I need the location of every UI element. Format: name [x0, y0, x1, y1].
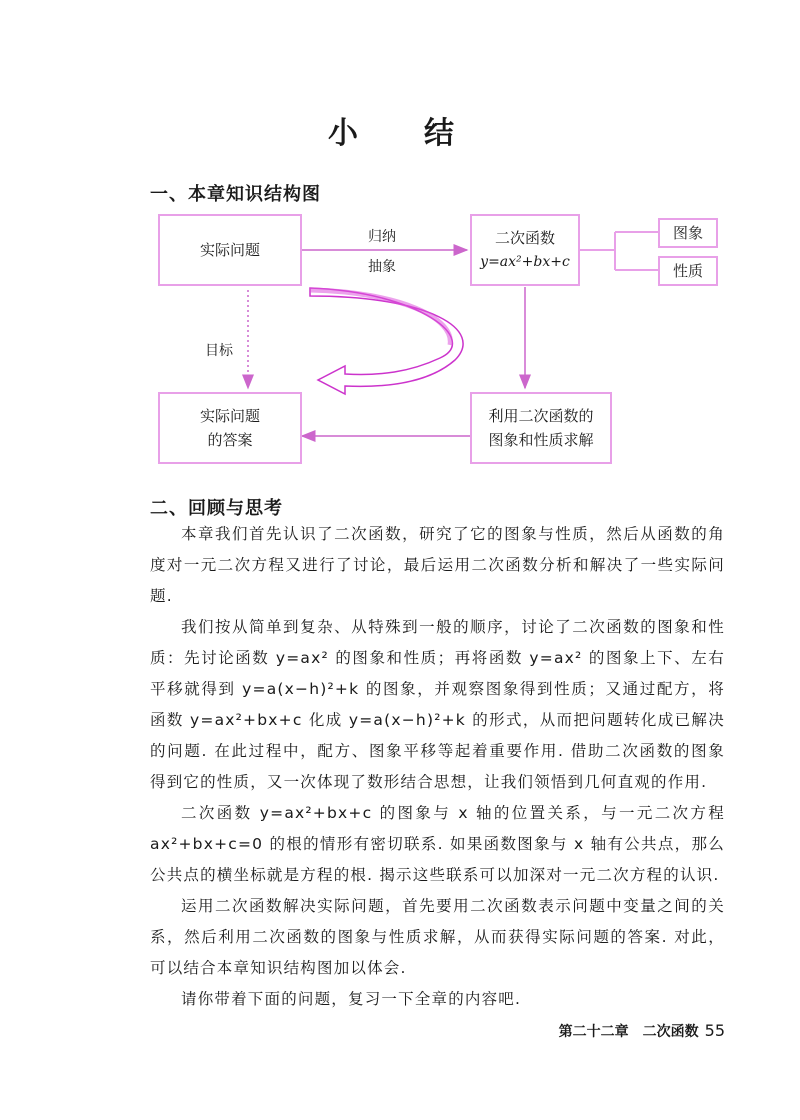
label-abstract: 抽象 [368, 259, 396, 275]
paragraph-2: 我们按从简单到复杂、从特殊到一般的顺序，讨论了二次函数的图象和性质：先讨论函数 y=ax² 的图象和性质；再将函数 y=ax² 的图象上下、左右平移就得到 y=a(x−h)²+k 的图象，并观察图象得到性质；又通过配方，将函数 y=ax²+bx+c 化成 y=a(x−h)²+k 的形式，从而把问题转化成已解决的问题. 在此过程中，配方、图象平移等起着重要作用. 借助二次函数的图象得到它的性质，又一次体现了数形结合思想，让我们领悟到几何直观的作用. [150, 618, 725, 791]
label-induce: 归纳 [368, 229, 396, 245]
footer-chapter: 第二十二章 二次函数 [558, 1024, 699, 1040]
box-problem-answer [158, 392, 302, 464]
page-number: 55 [704, 1021, 725, 1040]
box-property-label: 性质 [672, 262, 703, 280]
box-function-formula: y=ax²+bx+c [480, 254, 570, 270]
paragraph-5: 请你带着下面的问题，复习一下全章的内容吧. [181, 990, 522, 1008]
paragraph-4: 运用二次函数解决实际问题，首先要用二次函数表示问题中变量之间的关系，然后利用二次函数的图象与性质求解，从而获得实际问题的答案. 对此，可以结合本章知识结构图加以体会. [150, 897, 725, 977]
curved-process-arrow [310, 288, 463, 394]
box-solve-with-function [470, 392, 612, 464]
label-goal: 目标 [205, 343, 233, 359]
box-real-problem-label: 实际问题 [199, 241, 260, 259]
box-answer-line2: 的答案 [207, 431, 253, 449]
curved-arrow-band [310, 290, 450, 345]
box-answer-line1: 实际问题 [199, 407, 260, 425]
section-heading-review: 二、回顾与思考 [150, 498, 283, 519]
box-quadratic-function [470, 214, 580, 286]
box-real-problem [158, 214, 302, 286]
box-image [658, 218, 718, 248]
box-solve-line2: 图象和性质求解 [488, 431, 594, 449]
page-footer [500, 1021, 725, 1041]
box-property [658, 256, 718, 286]
bracket-connector [578, 232, 658, 270]
paragraph-3: 二次函数 y=ax²+bx+c 的图象与 x 轴的位置关系，与一元二次方程 ax²+bx+c=0 的根的情形有密切联系. 如果函数图象与 x 轴有公共点，那么公共点的横坐标就是方程的根. 揭示这些联系可以加深对一元二次方程的认识. [150, 804, 725, 884]
box-image-label: 图象 [672, 224, 703, 242]
box-function-title: 二次函数 [494, 229, 555, 247]
box-solve-line1: 利用二次函数的 [488, 407, 594, 425]
paragraph-1: 本章我们首先认识了二次函数，研究了它的图象与性质，然后从函数的角度对一元二次方程又进行了讨论，最后运用二次函数分析和解决了一些实际问题. [150, 525, 725, 605]
section-heading-structure: 一、本章知识结构图 [150, 184, 321, 205]
knowledge-structure-diagram [0, 0, 800, 500]
page-title: 小 结 [328, 116, 472, 151]
